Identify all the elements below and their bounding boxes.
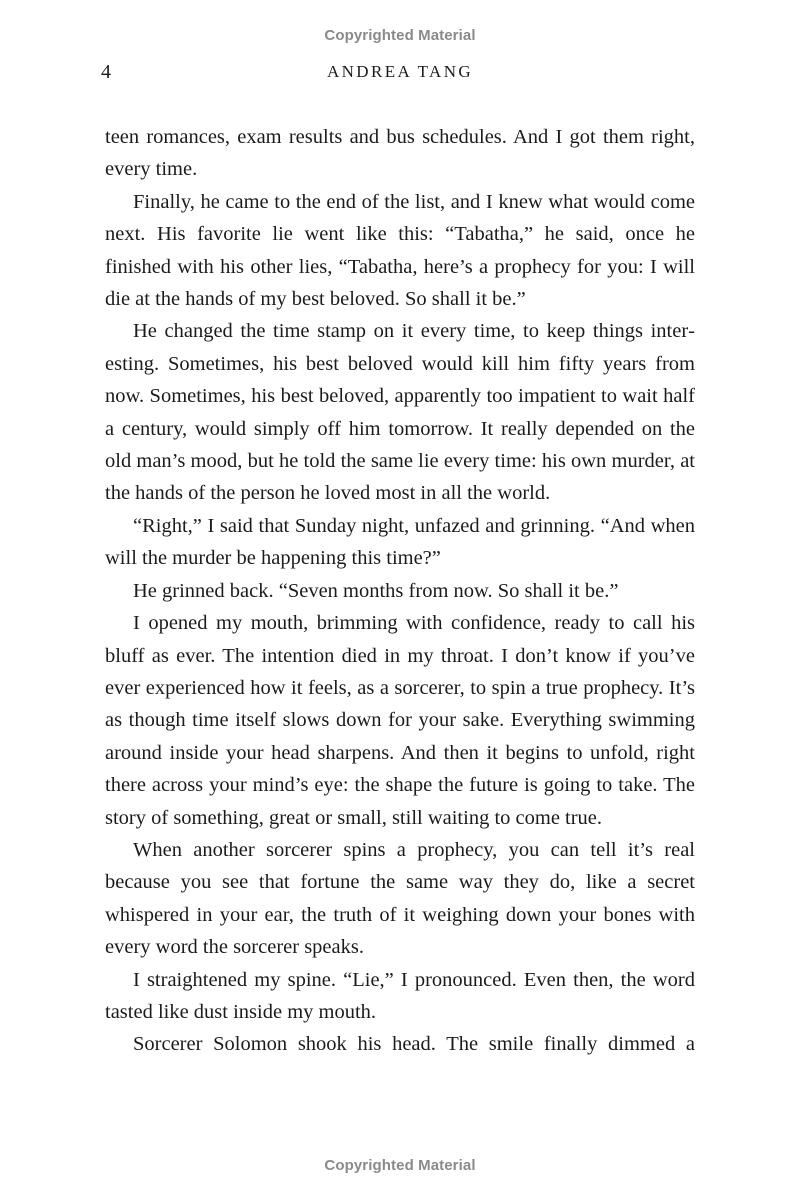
body-text (105, 121, 695, 1061)
paragraph: He grinned back. “Seven months from now. So shall it be.” (133, 579, 619, 602)
paragraph: When another sorcerer spins a prophecy, you can tell it’s real because you see that fortune the same way they do, like a secret whispered in your ear, the truth of it weighing down your bones with every word the sorcerer speaks. (105, 838, 695, 959)
paragraph: Sorcerer Solomon shook his head. The smile finally dimmed a (133, 1033, 695, 1056)
paragraph: teen romances, exam results and bus schedules. And I got them right, every time. (105, 126, 695, 181)
copyright-watermark-bottom: Copyrighted Material (324, 1157, 476, 1174)
paragraph: He changed the time stamp on it every time, to keep things interesting. Sometimes, his best beloved would kill him fifty years from now. Sometimes, his best beloved, apparently too impatient to wait half a century, would simply off him tomorrow. It really depended on the old man’s mood, but he told the same lie every time: his own murder, at the hands of the person he loved most in all the world. (105, 320, 695, 505)
paragraph: I straightened my spine. “Lie,” I pronounced. Even then, the word tasted like dust inside my mouth. (105, 968, 695, 1023)
paragraph: “Right,” I said that Sunday night, unfazed and grinning. “And when will the murder be happening this time?” (105, 514, 695, 570)
copyright-watermark-top: Copyrighted Material (324, 27, 476, 44)
paragraph: Finally, he came to the end of the list, and I knew what would come next. His favorite lie went like this: “Tabatha,” he said, once he finished with his other lies, “Tabatha, here’s a prophecy for you: I will die at the hands of my best beloved. So shall it be.” (105, 190, 695, 311)
author-name: ANDREA TANG (326, 62, 474, 81)
running-header (0, 61, 800, 87)
page-number: 4 (101, 61, 111, 83)
paragraph: I opened my mouth, brimming with confidence, ready to call his bluff as ever. The intention died in my throat. I don’t know if you’ve ever experienced how it feels, as a sorcerer, to spin a true prophecy. It’s as though time itself slows down for your sake. Everything swimming around inside your head sharpens. And then it begins to unfold, right there across your mind’s eye: the shape the future is going to take. The story of something, great or small, still waiting to come true. (105, 612, 695, 829)
